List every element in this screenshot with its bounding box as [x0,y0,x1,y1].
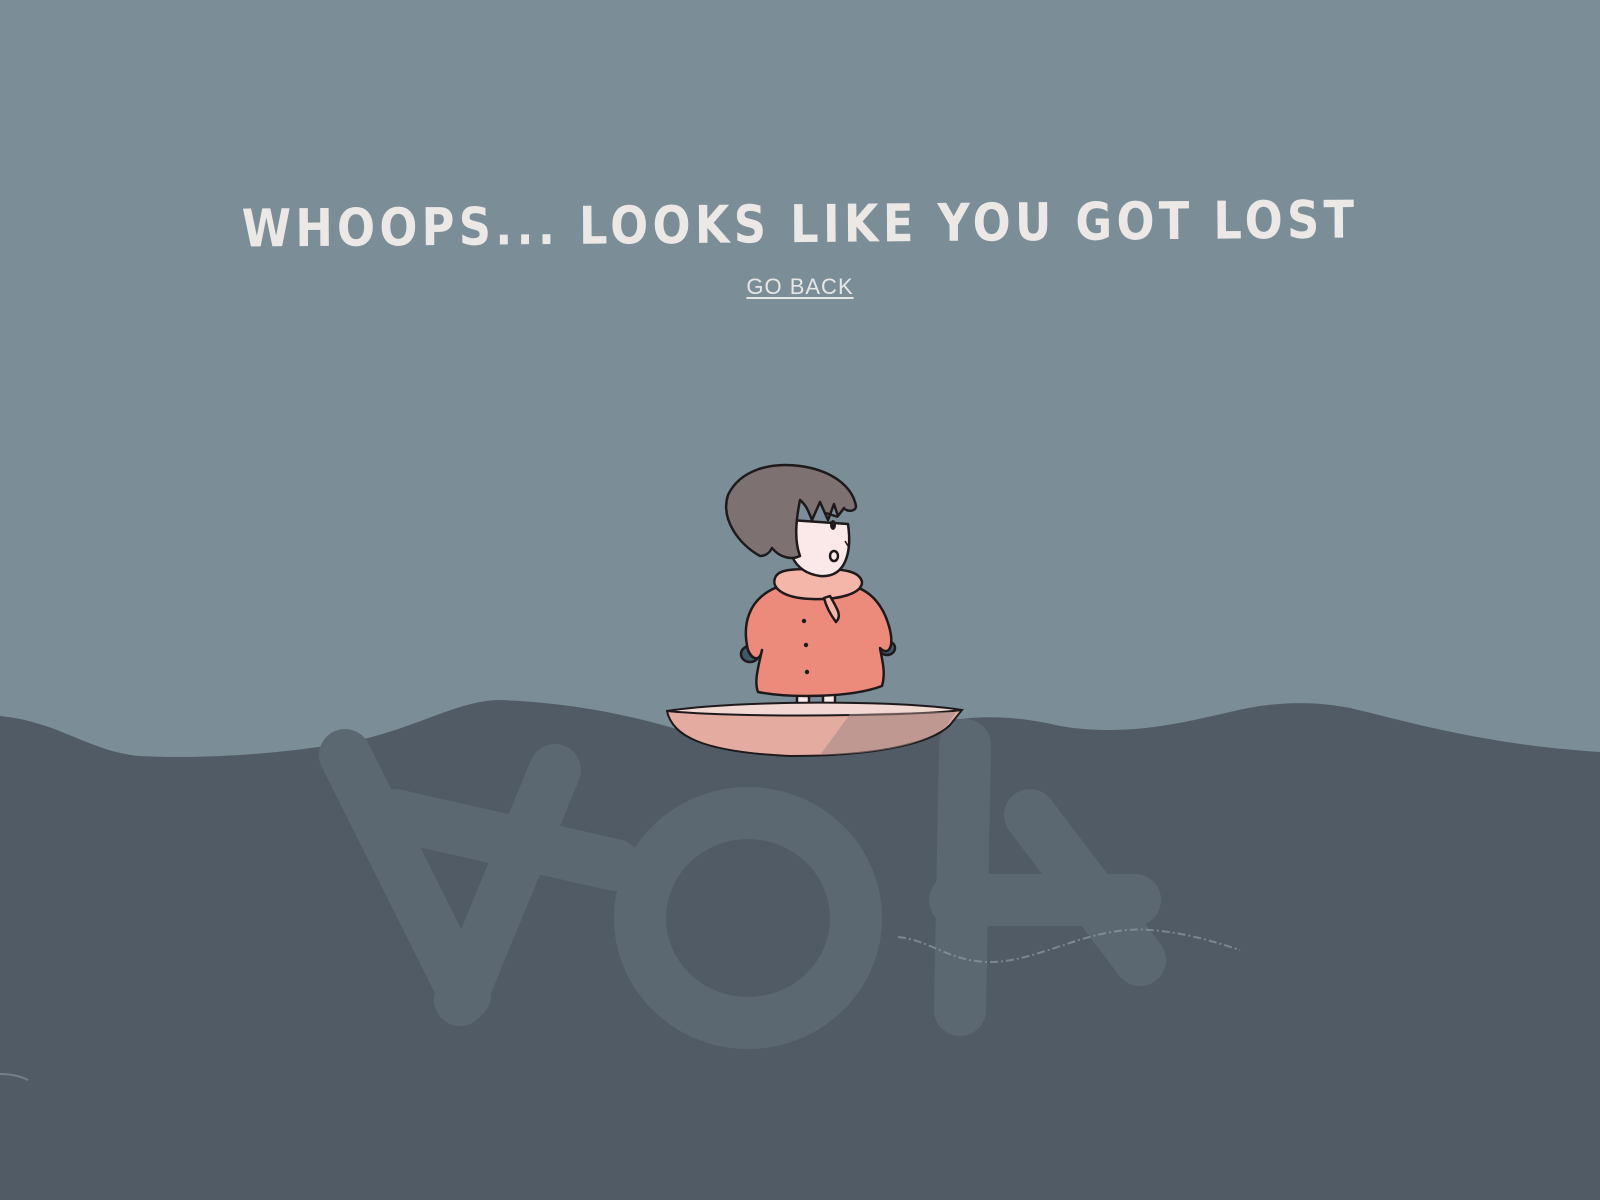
girl-mouth [830,551,838,561]
girl-coat [746,586,891,696]
coat-button [804,643,808,647]
sea-waves [0,700,1600,1200]
lost-girl-character [726,465,895,720]
go-back-container [0,274,1600,300]
coat-button [802,619,806,623]
page-headline: WHOOPS... LOOKS LIKE YOU GOT LOST [241,190,1359,260]
go-back-link[interactable]: GO BACK [746,274,854,299]
girl-eye [830,520,836,530]
coat-button [805,670,809,674]
